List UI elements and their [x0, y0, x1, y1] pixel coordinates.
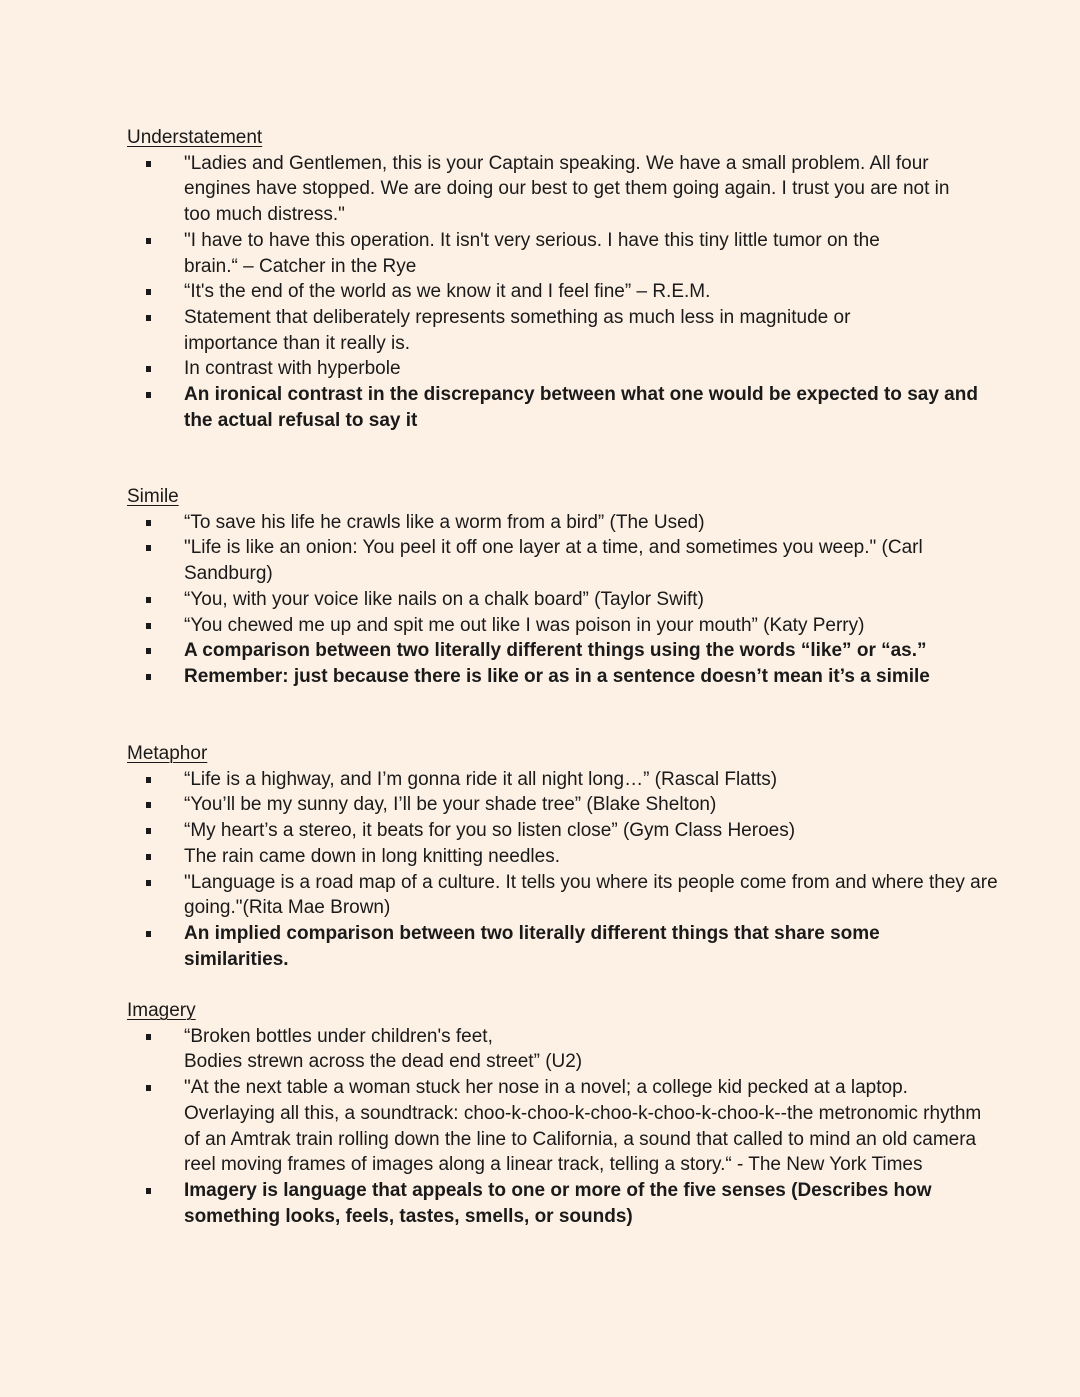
list-item-text: In contrast with hyperbole: [184, 358, 401, 380]
square-bullet-icon: [146, 854, 151, 860]
square-bullet-icon: [146, 289, 151, 295]
list-item-text: “You chewed me up and spit me out like I was poison in your mouth” (Katy Perry): [184, 614, 865, 636]
list-item-text: "Language is a road map of a culture. It tells you where its people come from and where they are going."(Rita Mae Brown): [184, 871, 998, 919]
list-item-text: “It's the end of the world as we know it and I feel fine” – R.E.M.: [184, 281, 711, 303]
square-bullet-icon: [146, 802, 151, 808]
square-bullet-icon: [146, 1034, 151, 1040]
section-heading: Understatement: [127, 127, 263, 148]
list-item: [127, 638, 967, 664]
list-item-text: "I have to have this operation. It isn't very serious. I have this tiny little tumor on the brain.“ – Catcher in the Rye: [184, 229, 880, 277]
square-bullet-icon: [146, 828, 151, 834]
list-item: [127, 356, 967, 382]
list-item: [127, 921, 964, 972]
list-item: [127, 870, 1000, 921]
square-bullet-icon: [146, 674, 151, 680]
square-bullet-icon: [146, 777, 151, 783]
list-item-text: Statement that deliberately represents something as much less in magnitude or importance than it really is.: [184, 306, 851, 354]
square-bullet-icon: [146, 520, 151, 526]
list-item: [127, 382, 984, 433]
square-bullet-icon: [146, 238, 151, 244]
square-bullet-icon: [146, 392, 151, 398]
list-item-text: Imagery is language that appeals to one or more of the five senses (Describes how something looks, feels, tastes, smells, or sounds): [184, 1179, 932, 1227]
square-bullet-icon: [146, 366, 151, 372]
list-item-text: “Life is a highway, and I’m gonna ride it all night long…” (Rascal Flatts): [184, 768, 778, 790]
list-item: [127, 664, 967, 690]
section-imagery: [127, 998, 982, 1229]
list-item-text: “To save his life he crawls like a worm from a bird” (The Used): [184, 511, 705, 533]
section-understatement: [127, 125, 978, 433]
list-item: [127, 1024, 967, 1075]
list-item: [127, 844, 967, 870]
square-bullet-icon: [146, 623, 151, 629]
list-item: [127, 767, 967, 793]
square-bullet-icon: [146, 315, 151, 321]
section-heading: Metaphor: [127, 743, 208, 764]
list-item-text: "Ladies and Gentlemen, this is your Captain speaking. We have a small problem. All four engines have stopped. We are doing our best to get them going again. I trust you are not in too much distress.": [184, 152, 950, 226]
square-bullet-icon: [146, 880, 151, 886]
list-item: [127, 792, 967, 818]
square-bullet-icon: [146, 1085, 151, 1091]
section-metaphor: [127, 741, 998, 972]
list-item-text: A comparison between two literally different things using the words “like” or “as.”: [184, 640, 927, 662]
list-item: [127, 613, 967, 639]
section-heading: Simile: [127, 486, 179, 507]
list-item: [127, 228, 902, 279]
list-item: [127, 305, 874, 356]
list-item-text: "At the next table a woman stuck her nose in a novel; a college kid pecked at a laptop. Overlaying all this, a soundtrack: choo-k-choo-k-choo-k-choo-k-choo-k--the metronomic rhythm of an Amtrak train rolling down the line to California, a sound that called to mind an old camera reel moving frames of images along a linear track, telling a story.“ - The New York Times: [184, 1077, 982, 1176]
square-bullet-icon: [146, 1188, 151, 1194]
list-item-text: “You’ll be my sunny day, I’ll be your shade tree” (Blake Shelton): [184, 794, 717, 816]
list-item: [127, 1178, 1014, 1229]
list-item: [127, 279, 967, 305]
list-item: [127, 818, 967, 844]
list-item: [127, 535, 964, 586]
section-heading: Imagery: [127, 1000, 196, 1021]
list-item-text: “My heart’s a stereo, it beats for you so listen close” (Gym Class Heroes): [184, 820, 796, 842]
list-item: [127, 587, 967, 613]
list-item-text: The rain came down in long knitting needles.: [184, 845, 561, 867]
list-item: [127, 151, 966, 228]
list-item-text: “You, with your voice like nails on a chalk board” (Taylor Swift): [184, 588, 704, 610]
list-item-text: “Broken bottles under children's feet, Bodies strewn across the dead end street” (U2): [184, 1025, 583, 1073]
list-item-text: "Life is like an onion: You peel it off one layer at a time, and sometimes you weep." (Carl Sandburg): [184, 537, 923, 585]
bullet-list: [127, 151, 978, 434]
square-bullet-icon: [146, 648, 151, 654]
bullet-list: [127, 510, 967, 690]
square-bullet-icon: [146, 597, 151, 603]
bullet-list: [127, 767, 998, 973]
square-bullet-icon: [146, 161, 151, 167]
list-item-text: An ironical contrast in the discrepancy between what one would be expected to say and the actual refusal to say it: [184, 384, 978, 431]
list-item-text: An implied comparison between two literally different things that share some similarities.: [184, 922, 880, 970]
bullet-list: [127, 1024, 982, 1230]
square-bullet-icon: [146, 545, 151, 551]
section-simile: [127, 484, 967, 690]
list-item: [127, 510, 967, 536]
square-bullet-icon: [146, 931, 151, 937]
list-item: [127, 1075, 996, 1178]
list-item-text: Remember: just because there is like or as in a sentence doesn’t mean it’s a simile: [184, 665, 930, 687]
